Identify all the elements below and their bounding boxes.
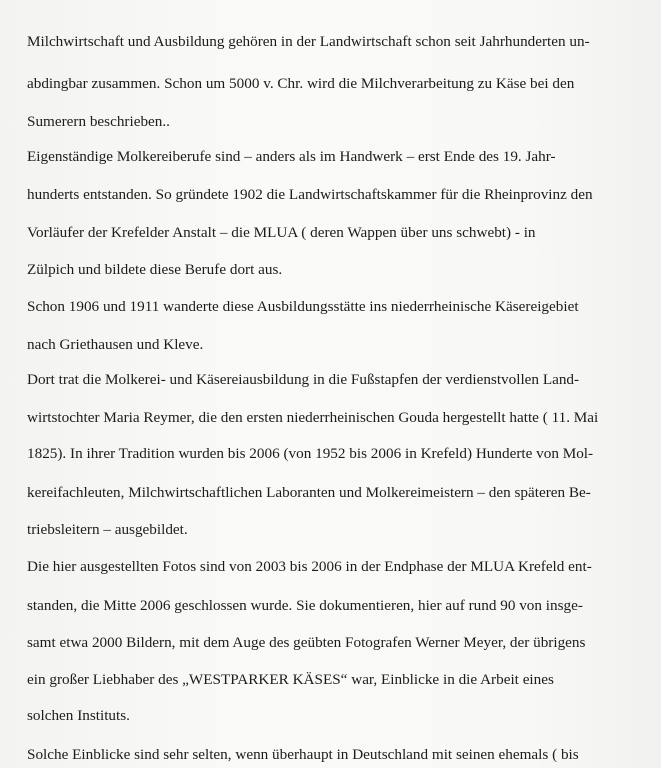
text-line-10: Dort trat die Molkerei- und Käsereiausbildung in die Fußstapfen der verdienstvollen Land- bbox=[27, 371, 580, 388]
text-line-4: Eigenständige Molkereiberufe sind – anders als im Handwerk – erst Ende des 19. Jahr- bbox=[27, 148, 556, 165]
text-line-13: kereifachleuten, Milchwirtschaftlichen Laboranten und Molkereimeistern – den späteren Be- bbox=[27, 484, 591, 501]
text-line-3: Sumerern beschrieben.. bbox=[27, 113, 170, 130]
text-line-18: ein großer Liebhaber des „WESTPARKER KÄSES“ war, Einblicke in die Arbeit eines bbox=[27, 671, 554, 688]
text-line-9: nach Griethausen und Kleve. bbox=[27, 336, 204, 353]
text-line-16: standen, die Mitte 2006 geschlossen wurde. Sie dokumentieren, hier auf rund 90 von insge- bbox=[27, 597, 583, 614]
text-line-20: Solche Einblicke sind sehr selten, wenn überhaupt in Deutschland mit seinen ehemals ( bis bbox=[27, 746, 579, 763]
text-line-7: Zülpich und bildete diese Berufe dort aus. bbox=[27, 261, 283, 278]
text-line-11: wirtstochter Maria Reymer, die den ersten niederrheinischen Gouda hergestellt hatte ( 11. Mai bbox=[27, 409, 599, 426]
text-line-1: Milchwirtschaft und Ausbildung gehören in der Landwirtschaft schon seit Jahrhunderten un- bbox=[27, 33, 590, 50]
text-line-5: hunderts entstanden. So gründete 1902 die Landwirtschaftskammer für die Rheinprovinz den bbox=[27, 186, 593, 203]
text-line-19: solchen Instituts. bbox=[27, 707, 130, 724]
text-line-8: Schon 1906 und 1911 wanderte diese Ausbildungsstätte ins niederrheinische Käsereigebiet bbox=[27, 298, 579, 315]
text-line-14: triebsleitern – ausgebildet. bbox=[27, 521, 188, 538]
text-line-6: Vorläufer der Krefelder Anstalt – die MLUA ( deren Wappen über uns schwebt) - in bbox=[27, 224, 536, 241]
text-line-17: samt etwa 2000 Bildern, mit dem Auge des geübten Fotografen Werner Meyer, der übrigens bbox=[27, 634, 586, 651]
text-line-2: abdingbar zusammen. Schon um 5000 v. Chr. wird die Milchverarbeitung zu Käse bei den bbox=[27, 75, 575, 92]
text-line-15: Die hier ausgestellten Fotos sind von 2003 bis 2006 in der Endphase der MLUA Krefeld ent- bbox=[27, 558, 592, 575]
text-line-12: 1825). In ihrer Tradition wurden bis 2006 (von 1952 bis 2006 in Krefeld) Hunderte von Mol- bbox=[27, 445, 594, 462]
